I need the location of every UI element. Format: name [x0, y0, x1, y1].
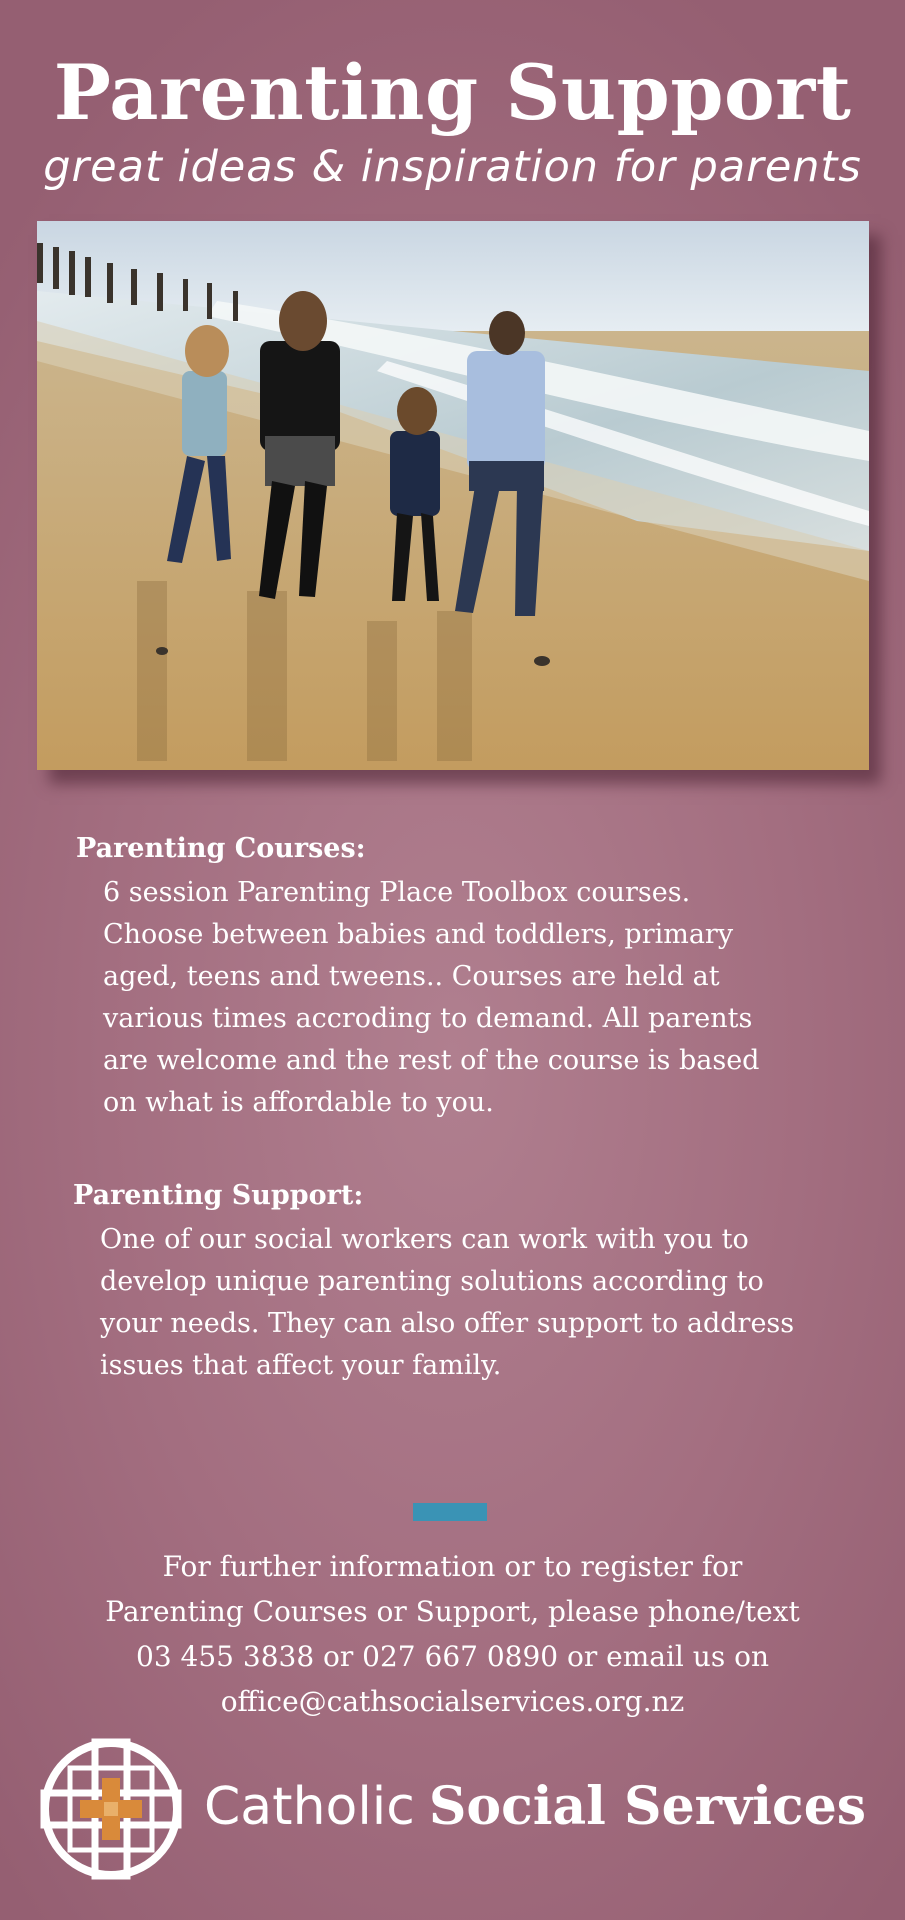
support-body [100, 1219, 794, 1387]
support-line: issues that affect your family. [100, 1350, 502, 1381]
courses-line: are welcome and the rest of the course is based [103, 1045, 760, 1076]
support-line: One of our social workers can work with you to [100, 1224, 749, 1255]
celtic-cross-icon [40, 1738, 182, 1880]
contact-line: For further information or to register for [162, 1550, 743, 1583]
contact-info [0, 1544, 905, 1724]
courses-line: Choose between babies and toddlers, primary [103, 919, 734, 950]
courses-heading: Parenting Courses: [76, 833, 366, 864]
family-beach-photo [37, 221, 869, 770]
courses-line: 6 session Parenting Place Toolbox courses. [103, 877, 691, 908]
page-title: Parenting Support [53, 48, 852, 137]
organization-logo-text [204, 1776, 866, 1837]
support-line: develop unique parenting solutions according to [100, 1266, 764, 1297]
courses-body [103, 872, 759, 1124]
contact-line: Parenting Courses or Support, please phone/text [105, 1595, 800, 1628]
logo-name-bold: Social Services [428, 1776, 867, 1837]
courses-line: various times accroding to demand. All parents [103, 1003, 753, 1034]
contact-email: office@cathsocialservices.org.nz [220, 1685, 685, 1718]
page-subtitle: great ideas & inspiration for parents [43, 142, 862, 192]
accent-divider [413, 1503, 487, 1521]
support-line: your needs. They can also offer support to address [100, 1308, 795, 1339]
logo-name-light: Catholic [204, 1777, 415, 1837]
courses-line: on what is affordable to you. [103, 1087, 494, 1118]
support-heading: Parenting Support: [73, 1180, 364, 1211]
courses-line: aged, teens and tweens.. Courses are held at [103, 961, 720, 992]
contact-line: 03 455 3838 or 027 667 0890 or email us on [136, 1640, 769, 1673]
